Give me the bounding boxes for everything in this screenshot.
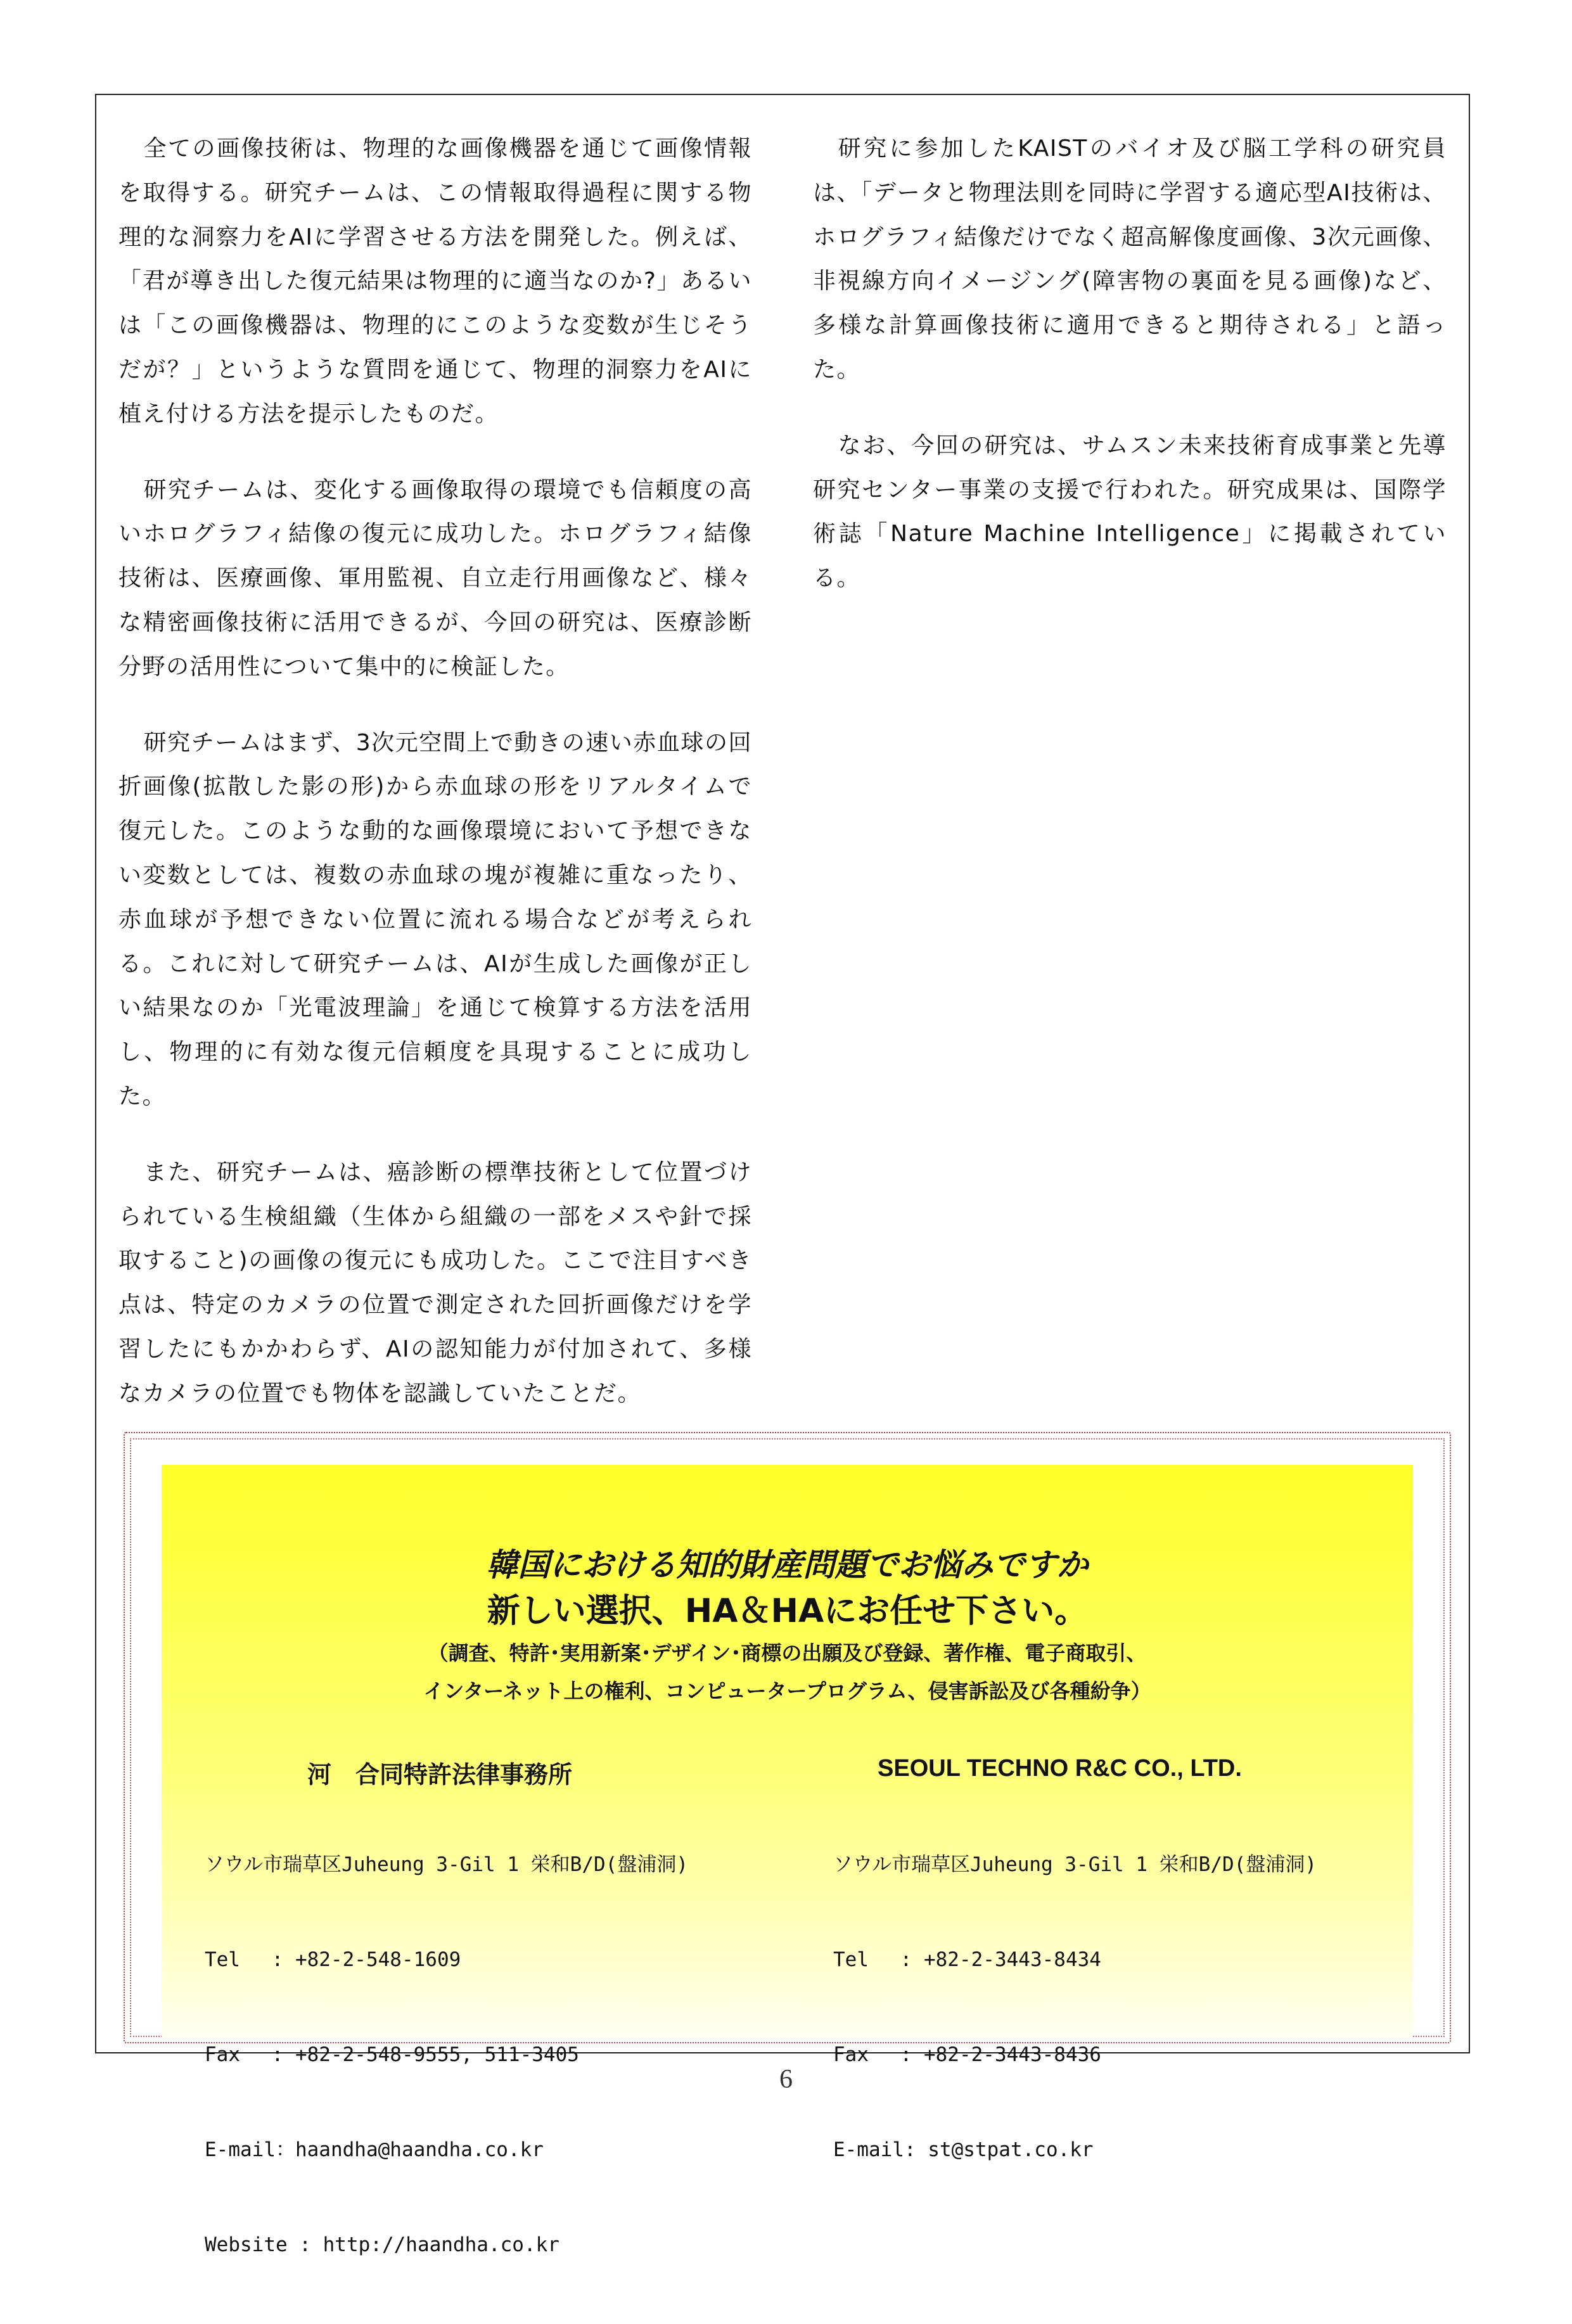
article-paragraph: なお、今回の研究は、サムスン未来技術育成事業と先導研究センター事業の支援で行われた。研究成果は、国際学術誌「Nature Machine Intelligence」に掲載されている。 bbox=[813, 432, 1447, 592]
ad-tagline: 新しい選択、HA＆HAにお任せ下さい。 bbox=[487, 1592, 1088, 1630]
company1-contact bbox=[205, 1785, 688, 2324]
article-paragraph: 研究チームは、変化する画像取得の環境でも信頼度の高いホログラフィ結像の復元に成功した。ホログラフィ結像技術は、医療画像、軍用監視、自立走行用画像など、様々な精密画像技術に活用できるが、今回の研究は、医療診断分野の活用性について集中的に検証した。 bbox=[118, 476, 752, 680]
company1-tel: Tel : +82-2-548-1609 bbox=[205, 1948, 461, 1971]
advertisement-box bbox=[162, 1465, 1413, 2256]
company1-address: ソウル市瑞草区Juheung 3-Gil 1 栄和B/D(盤浦洞) bbox=[205, 1853, 689, 1876]
article-paragraph: また、研究チームは、癌診断の標準技術として位置づけられている生検組織（生体から組織の一部をメスや針で採取すること)の画像の復元にも成功した。ここで注目すべき点は、特定のカメラの位置で測定された回折画像だけを学習したにもかかわらず、AIの認知能力が付加されて、多様なカメラの位置でも物体を認識していたことだ。 bbox=[118, 1159, 752, 1407]
company2-address: ソウル市瑞草区Juheung 3-Gil 1 栄和B/D(盤浦洞) bbox=[833, 1853, 1317, 1876]
company1-website[interactable]: Website : http://haandha.co.kr bbox=[205, 2233, 559, 2256]
article-right-column bbox=[813, 127, 1447, 632]
company2-email[interactable]: E-mail: st@stpat.co.kr bbox=[833, 2138, 1094, 2161]
company1-email[interactable]: E-mail：haandha@haandha.co.kr bbox=[205, 2138, 544, 2161]
company2-name: SEOUL TECHNO R&C CO., LTD. bbox=[878, 1755, 1242, 1782]
company1-fax: Fax : +82-2-548-9555, 511-3405 bbox=[205, 2043, 579, 2066]
company2-fax: Fax : +82-2-3443-8436 bbox=[833, 2043, 1101, 2066]
article-paragraph: 研究に参加したKAISTのバイオ及び脳工学科の研究員は、「データと物理法則を同時に学習する適応型AI技術は、ホログラフィ結像だけでなく超高解像度画像、3次元画像、非視線方向イメージング(障害物の裏面を見る画像)など、多様な計算画像技術に適用できると期待される」と語った。 bbox=[813, 136, 1447, 383]
page-number: 6 bbox=[779, 2065, 793, 2094]
company2-contact bbox=[833, 1785, 1317, 2229]
article-paragraph: 研究チームはまず、3次元空間上で動きの速い赤血球の回折画像(拡散した影の形)から赤血球の形をリアルタイムで復元した。このような動的な画像環境において予想できない変数としては、複数の赤血球の塊が複雑に重なったり、赤血球が予想できない位置に流れる場合などが考えられる。これに対して研究チームは、AIが生成した画像が正しい結果なのか「光電波理論」を通じて検算する方法を活用し、物理的に有効な復元信頼度を具現することに成功した。 bbox=[118, 729, 752, 1109]
company1-name: 河 合同特許法律事務所 bbox=[307, 1762, 573, 1789]
ad-services-line: （調査、特許･実用新案･デザイン･商標の出願及び登録、著作権、電子商取引、 bbox=[428, 1641, 1147, 1665]
ad-services-line: インターネット上の権利、コンピュータープログラム、侵害訴訟及び各種紛争） bbox=[423, 1679, 1151, 1703]
company2-tel: Tel : +82-2-3443-8434 bbox=[833, 1948, 1101, 1971]
ad-headline: 韓国における知的財産問題でお悩みですか bbox=[486, 1547, 1089, 1583]
article-left-column bbox=[118, 127, 752, 1448]
article-paragraph: 全ての画像技術は、物理的な画像機器を通じて画像情報を取得する。研究チームは、この情報取得過程に関する物理的な洞察力をAIに学習させる方法を開発した。例えば、「君が導き出した復元結果は物理的に適当なのか?」あるいは「この画像機器は、物理的にこのような変数が生じそうだが？」というような質問を通じて、物理的洞察力をAIに植え付ける方法を提示したものだ。 bbox=[118, 136, 752, 427]
